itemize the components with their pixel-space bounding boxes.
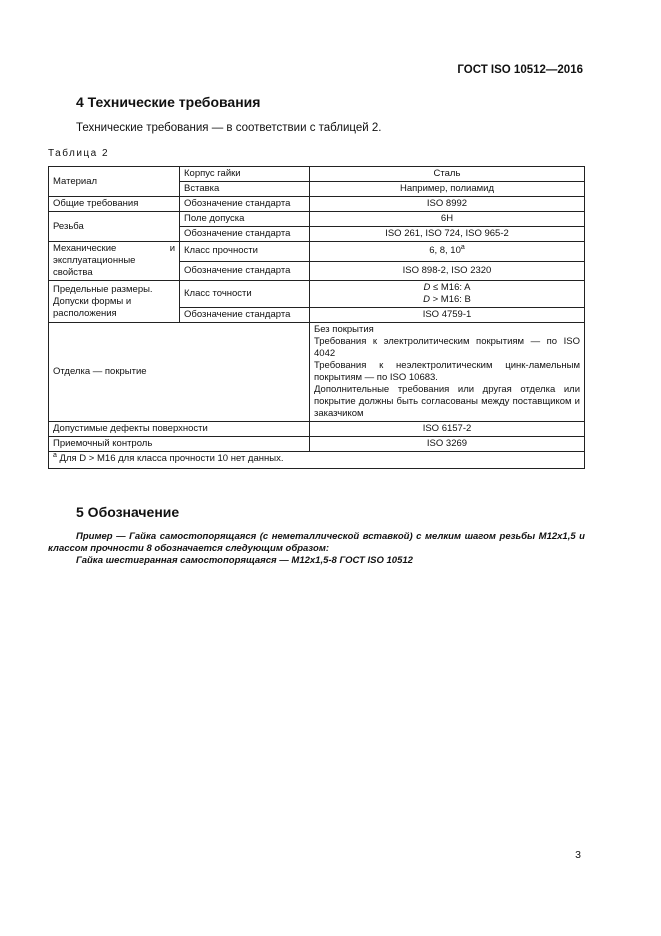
example-designation: Гайка шестигранная самостопорящаяся — M12x1,5-8 ГОСТ ISO 10512: [76, 555, 413, 566]
footnote-ref: a: [460, 244, 465, 252]
param-cell: Класс точности: [180, 281, 310, 308]
table-row: [49, 422, 585, 437]
row-label-defects: Допустимые дефекты поверхности: [49, 422, 310, 437]
param-cell: Класс прочности: [180, 242, 310, 262]
row-label-mechanical: Механические и эксплуатационные свойства: [49, 242, 180, 281]
example-paragraph: Пример — Гайка самостопорящаяся (с неметаллической вставкой) с мелким шагом резьбы M12x1,5 и классом прочности 8 обозначается следующим образом:: [48, 531, 585, 554]
value-cell: ISO 3269: [310, 437, 585, 452]
param-cell: Обозначение стандарта: [180, 197, 310, 212]
table-row: [49, 281, 585, 308]
value-cell: ISO 6157-2: [310, 422, 585, 437]
row-label-tolerances: Предельные размеры. Допуски формы и расположения: [49, 281, 180, 323]
table-row: [49, 242, 585, 262]
strength-classes: 6, 8, 10: [429, 245, 461, 257]
table-row: [49, 167, 585, 182]
section-5-title: 5 Обозначение: [76, 504, 180, 520]
table-row: [49, 437, 585, 452]
table-row: [49, 197, 585, 212]
table-footnote: $^a$ Для D > M16 для класса прочности 10 нет данных.: [49, 452, 585, 469]
table-row: [49, 212, 585, 227]
param-cell: Обозначение стандарта: [180, 308, 310, 323]
value-cell: [310, 242, 585, 262]
param-cell: Обозначение стандарта: [180, 261, 310, 281]
value-cell: Сталь: [310, 167, 585, 182]
value-cell: ISO 898-2, ISO 2320: [310, 261, 585, 281]
section-4-title: 4 Технические требования: [76, 94, 261, 110]
value-cell: ISO 8992: [310, 197, 585, 212]
param-cell: Вставка: [180, 182, 310, 197]
value-cell: ISO 4759-1: [310, 308, 585, 323]
row-label-acceptance: Приемочный контроль: [49, 437, 310, 452]
section-4-intro: Технические требования — в соответствии с таблицей 2.: [76, 122, 382, 134]
accuracy-line-2: D > M16: B: [423, 294, 471, 305]
designation-example: [48, 531, 585, 567]
value-cell: [310, 281, 585, 308]
row-label-thread: Резьба: [49, 212, 180, 242]
accuracy-line-1: D ≤ M16: A: [423, 282, 471, 293]
value-cell: ISO 261, ISO 724, ISO 965-2: [310, 227, 585, 242]
value-cell: Например, полиамид: [310, 182, 585, 197]
table-footnote-row: [49, 452, 585, 469]
table-caption: Таблица 2: [48, 148, 110, 159]
finish-value-cell: Без покрытия Требования к электролитическим покрытиям — по ISO 4042 Требования к неэлектролитическим цинк-ламельным покрытиям — по ISO 10683. Дополнительные требования или другая отделка или покрытие должны быть согласованы между поставщиком и заказчиком: [310, 323, 585, 422]
table-row: [49, 323, 585, 422]
document-code: ГОСТ ISO 10512—2016: [457, 64, 583, 76]
requirements-table: [48, 166, 585, 469]
row-label-finish: Отделка — покрытие: [49, 323, 310, 422]
row-label-material: Материал: [49, 167, 180, 197]
param-cell: Обозначение стандарта: [180, 227, 310, 242]
value-cell: 6H: [310, 212, 585, 227]
page-number: 3: [575, 849, 581, 861]
param-cell: Корпус гайки: [180, 167, 310, 182]
param-cell: Поле допуска: [180, 212, 310, 227]
row-label-general: Общие требования: [49, 197, 180, 212]
